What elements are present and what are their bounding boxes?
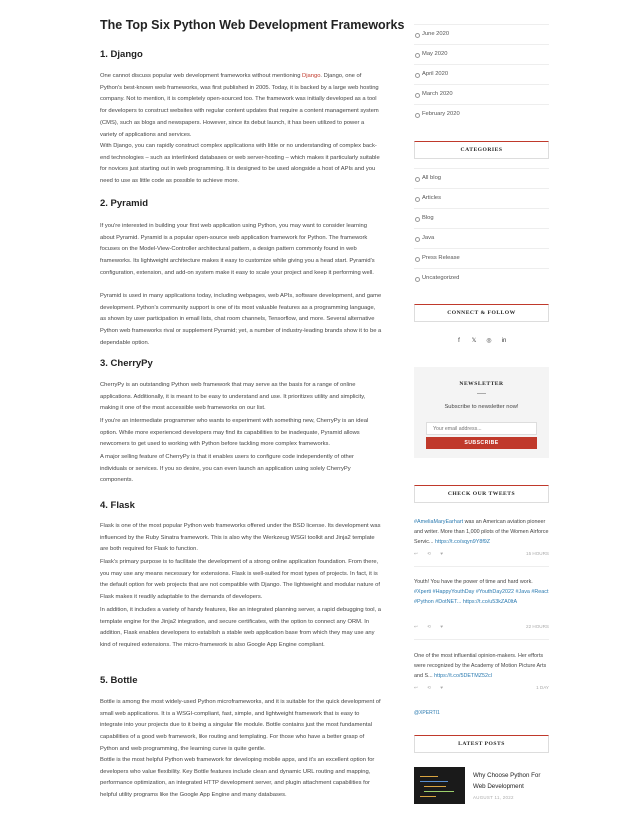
latest-post-title[interactable]: Why Choose Python For Web Development: [473, 772, 541, 790]
post-thumbnail[interactable]: [414, 767, 465, 804]
django-link[interactable]: Django: [302, 73, 321, 79]
tweet-meta: [414, 551, 549, 561]
paragraph: If you're interested in building your first web application using Python, you may want to consider learning about Pyramid. Pyramid is a popular open-source web application framework for Python. The framework focuses on the Model-View-Controller architectural pattern, a design pattern commonly found in web frameworks. Its lightweight architecture makes it easy to customize while giving you a head start. Pyramid's configuration, extension, and add-on system make it easy to scale your project and keep it performing well.: [100, 223, 375, 276]
newsletter-widget: [414, 367, 549, 458]
paragraph: CherryPy is an outstanding Python web framework that may serve as the basis for a range of online applications. Additionally, it is meant to be easy to understand and use. It prioritizes utility and simplicity, making it one of the most accessible web frameworks on our list.: [100, 382, 366, 412]
tweet-actions-icon[interactable]: ↩ ⟲ ♥: [414, 551, 447, 556]
email-field[interactable]: [426, 422, 537, 435]
paragraph: In addition, it includes a variety of handy features, like an integrated planning server, a rapid debugging tool, a template engine for the Jinja2 integration, and secure certificates, with the option to connect any ORM. In addition, Flask enables developers to establish a stable web application base from which they may use any kind of required extensions. The micro-framework is also Google App Engine compliant.: [100, 607, 382, 649]
latest-posts-title: LATEST POSTS: [414, 735, 549, 753]
archive-link[interactable]: June 2020: [414, 24, 549, 44]
paragraph: A major selling feature of CherryPy is that it enables users to configure code independently of other individuals or services. If you so desire, you can even launch an application using solely CherryPy components.: [100, 454, 354, 484]
hashtag-link[interactable]: #AmeliaMaryEarhart: [414, 519, 464, 525]
instagram-icon[interactable]: ◎: [486, 338, 492, 344]
category-link[interactable]: Blog: [414, 208, 549, 228]
linkedin-icon[interactable]: in: [501, 338, 507, 344]
twitter-icon[interactable]: 𝕏: [471, 338, 477, 344]
paragraph: One cannot discuss popular web development frameworks without mentioning Django. Django, one of Python's best-known web frameworks, was first published in 2005. Today, it is backed by a large web hosting company. Not to mention, it is completely open-sourced too. The framework was initially developed as a tool for developers to construct websites with regular content updates that require a content management system (CMS), such as blogs and newspapers. However, since its debut launch, it has been utilized to power a variety of applications and services.: [100, 73, 379, 138]
paragraph: Flask is one of the most popular Python web frameworks offered under the BSD license. Its development was influenced by the Ruby Sinatra framework. This is also why the Werkzeug WSGI toolkit and Jinja2 template are both required for Flask to function.: [100, 523, 381, 553]
category-link[interactable]: Java: [414, 228, 549, 248]
tweet-time: 15 HOURS: [526, 551, 549, 556]
archive-link[interactable]: February 2020: [414, 104, 549, 124]
tweet-actions-icon[interactable]: ↩ ⟲ ♥: [414, 685, 447, 690]
facebook-icon[interactable]: f: [458, 338, 460, 344]
category-link[interactable]: All blog: [414, 168, 549, 188]
page-title: The Top Six Python Web Development Frameworks: [100, 18, 405, 32]
tweet-meta: [414, 624, 549, 634]
divider: [414, 566, 549, 567]
connect-title: CONNECT & FOLLOW: [414, 304, 549, 322]
twitter-handle-link[interactable]: @XPERTI1: [414, 710, 440, 716]
newsletter-title: NEWSLETTER: [459, 381, 504, 387]
social-links: [414, 337, 549, 344]
paragraph: Pyramid is used in many applications today, including webpages, web APIs, software development, and game development. Python's community support is one of its most valuable features as a programming language, as shown by user participation in email lists, chat room channels, Tensorflow, and more. Several alternative Python web frameworks rival or supplement Pyramid; yet, a number of industry-leading brands show it to be a dependable option.: [100, 293, 382, 346]
tweet-meta: [414, 685, 549, 695]
section-heading-cherrypy: 3. CherryPy: [100, 358, 153, 369]
hashtag-link[interactable]: #Xperti #HappyYouthDay #YouthDay2022 #Java #React #Python #DotNET... https://t.co/u53kZA0ltA: [414, 589, 549, 605]
category-link[interactable]: Articles: [414, 188, 549, 208]
paragraph: If you're an intermediate programmer who wants to experiment with something new, CherryPy is an ideal option. While more experienced developers may find its capabilities to be inadequate, Pyramid allows newcomers to get used to working with Python before tackling more complex frameworks.: [100, 418, 369, 448]
section-heading-pyramid: 2. Pyramid: [100, 198, 149, 209]
tweet-actions-icon[interactable]: ↩ ⟲ ♥: [414, 624, 447, 629]
tweet-time: 1 DAY: [536, 685, 549, 690]
paragraph: With Django, you can rapidly construct complex applications with little or no understanding of complex back-end technologies – such as interlinked databases or web server-hosting – which makes it particularly suitable for novices just starting out in web programming. It is designed to be used alongside a host of APIs and you need to use as little code as possible to achieve more.: [100, 143, 380, 185]
tweets-title: CHECK OUR TWEETS: [414, 485, 549, 503]
tweet: One of the most influential opinion-makers. Her efforts were recognized by the Academy of Motion Picture Arts and S... https://t.co/5DETMZ52cl: [414, 653, 547, 679]
tweet: #AmeliaMaryEarhart was an American aviation pioneer and writer. More than 1,000 pilots of the Women Airforce Servic... https://t.co/sqyn9Y8f9Z: [414, 519, 549, 545]
paragraph: Bottle is among the most widely-used Python microframeworks, and it is suitable for the quick development of small web applications. It is a WSGI-compliant, fast, simple, and lightweight framework that is easy to integrate into your projects due to it being a singular file module. Bottle contains just the most fundamental capabilities of a good web framework, like routing and templating. For those who have a better grasp of Python and web programming, the learning curve is quite gentle.: [100, 699, 381, 752]
section-heading-django: 1. Django: [100, 49, 143, 60]
paragraph: Bottle is the most helpful Python web framework for developing mobile apps, and it's an excellent option for developers who value flexibility. Key Bottle features include clean and dynamic URL routing and mapping, performance optimization, an integrated HTTP development server, and plugin attachment capabilities for helpful utility programs like the Google App Engine and many databases.: [100, 757, 375, 799]
tweet: Youth! You have the power of time and hard work. #Xperti #HappyYouthDay #YouthDay2022 #Java #React #Python #DotNET... https://t.co/u53kZA0ltA: [414, 579, 549, 605]
section-heading-flask: 4. Flask: [100, 500, 135, 511]
paragraph: Flask's primary purpose is to facilitate the development of a strong online application foundation. From there, you may use any means necessary for extensions. Flask is well-suited for most types of projects. In fact, it is the default option for web projects that are not compatible with Django. The lightweight and modular nature of Flask makes it readily adaptable to the demands of developers.: [100, 559, 380, 601]
archive-link[interactable]: April 2020: [414, 64, 549, 84]
section-heading-bottle: 5. Bottle: [100, 675, 138, 686]
newsletter-subtitle: Subscribe to newsletter now!: [444, 404, 519, 410]
subscribe-button[interactable]: SUBSCRIBE: [426, 437, 537, 449]
category-link[interactable]: Press Release: [414, 248, 549, 268]
archive-link[interactable]: May 2020: [414, 44, 549, 64]
category-link[interactable]: Uncategorized: [414, 268, 549, 288]
tweet-time: 22 HOURS: [526, 624, 549, 629]
divider: [414, 639, 549, 640]
tweet-link[interactable]: https://t.co/5DETMZ52cl: [434, 673, 492, 679]
divider: [477, 393, 486, 394]
latest-post-date: AUGUST 11, 2022: [473, 795, 514, 800]
tweet-link[interactable]: https://t.co/sqyn9Y8f9Z: [434, 539, 491, 545]
categories-title: CATEGORIES: [414, 141, 549, 159]
archive-link[interactable]: March 2020: [414, 84, 549, 104]
